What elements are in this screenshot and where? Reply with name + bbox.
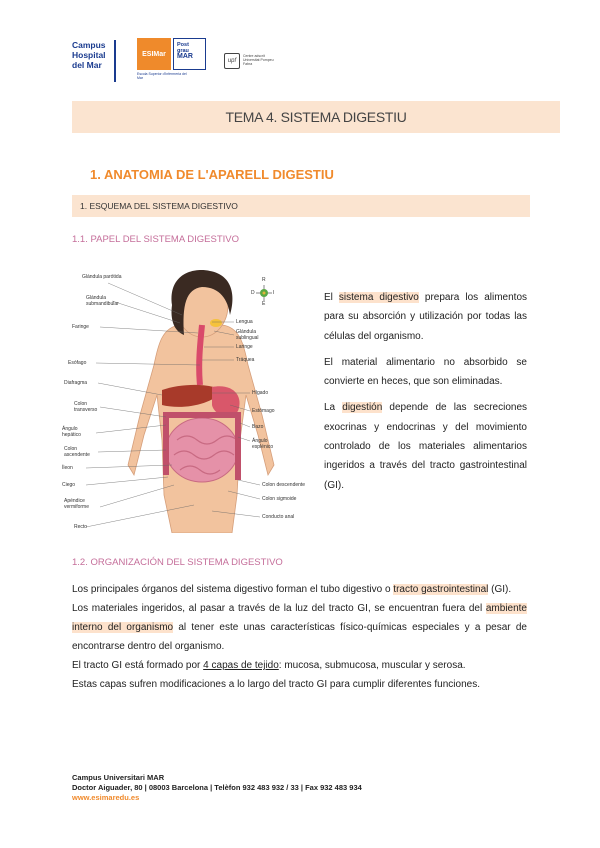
text: : mucosa, submucosa, muscular y serosa.: [278, 660, 466, 671]
label-lengua: Lengua: [236, 319, 253, 325]
label-recto: Recto: [74, 524, 88, 530]
postgrau-line: MAR: [177, 53, 193, 60]
campus-logo-line: Hospital: [72, 50, 106, 60]
label-ileon: Íleon: [62, 465, 73, 471]
label-colon-descendente: Colon descendente: [262, 482, 306, 488]
footer-address: Doctor Aiguader, 80 | 08003 Barcelona | Telèfon 932 483 932 / 33 | Fax 932 483 934: [72, 783, 362, 792]
text: (GI).: [488, 584, 512, 595]
text: El tracto GI está formado por: [72, 660, 204, 671]
compass-e: E: [262, 301, 266, 307]
text: El: [324, 292, 339, 303]
text: prepara los alimentos para su absorción y utilización por todas las células del organismo.: [324, 292, 527, 342]
compass-icon: [256, 285, 275, 301]
papel-paragraphs: [324, 288, 527, 502]
text: depende de las secreciones exocrinas y endocrinas y del movimiento controlado de los materiales alimentarios ingeridos a través del tracto gastrointestinal (GI).: [324, 402, 528, 491]
highlight-tracto: tracto gastrointestinal: [393, 584, 489, 595]
label-apendice: Apéndice vermiforme: [64, 498, 90, 510]
esimar-subtitle: Escola Superior d'Infermeria del Mar: [137, 72, 187, 80]
label-angulo-esplenico: Ángulo esplénico: [252, 438, 274, 450]
label-higado: Hígado: [252, 390, 269, 396]
digestive-system-illustration: [62, 265, 317, 533]
subheading-organizacion: 1.2. ORGANIZACIÓN DEL SISTEMA DIGESTIVO: [72, 557, 283, 568]
highlight-digestion: digestión: [342, 402, 383, 414]
compass-r: R: [262, 277, 266, 283]
campus-hospital-logo: [72, 40, 116, 82]
upf-text: Centre adscrit Universitat Pompeu Fabra: [243, 54, 274, 66]
text: La: [324, 402, 343, 414]
body-line-3: [72, 656, 527, 675]
esimar-logo-text: ESIMar: [142, 50, 166, 58]
label-submandibular: Glándula submandibular: [86, 295, 119, 307]
highlight-sistema-digestivo: sistema digestivo: [338, 292, 419, 303]
esimar-logo: [137, 38, 171, 70]
label-faringe: Faringe: [72, 324, 89, 330]
campus-logo-line: Campus: [72, 40, 106, 50]
text: Los principales órganos del sistema digestivo forman el tubo digestivo o: [72, 584, 394, 595]
paragraph-2: El material alimentario no absorbido se convierte en heces, que son eliminadas.: [324, 356, 527, 388]
label-traquea: Tráquea: [236, 357, 255, 363]
label-bazo: Bazo: [252, 424, 264, 430]
postgrau-line: grau: [177, 48, 189, 54]
label-angulo-hepatico: Ángulo hepático: [62, 426, 81, 438]
title-band: [72, 101, 560, 133]
upf-mark: upf: [224, 53, 240, 69]
label-esofago: Esófago: [68, 360, 87, 366]
label-laringe: Laringe: [236, 344, 253, 350]
postgrau-line: Post: [177, 42, 189, 48]
body-line-1: [72, 580, 527, 599]
label-conducto-anal: Conducto anal: [262, 514, 295, 520]
text: Los materiales ingeridos, al pasar a través de la luz del tracto GI, se encuentran fuera del: [72, 603, 486, 614]
footer-campus: Campus Universitari MAR: [72, 773, 165, 782]
label-colon-sigmoide: Colon sigmoide: [262, 496, 297, 502]
label-colon-ascendente: Colon ascendente: [64, 446, 90, 458]
label-parotida: Glándula parótida: [82, 274, 122, 280]
subsection-band: [72, 195, 530, 217]
upf-logo: [224, 45, 276, 75]
paragraph-3: [324, 398, 527, 494]
footer-website-link[interactable]: www.esimaredu.es: [72, 793, 140, 802]
body-line-2: [72, 599, 527, 656]
label-colon-transverso: Colon transverso: [74, 401, 98, 413]
subheading-papel: 1.1. PAPEL DEL SISTEMA DIGESTIVO: [72, 234, 240, 245]
label-diafragma: Diafragma: [64, 380, 88, 386]
compass-d: D: [251, 290, 255, 296]
postgrau-logo: [173, 38, 206, 70]
page-title: TEMA 4. SISTEMA DIGESTIU: [225, 109, 407, 125]
paragraph-1: [324, 288, 527, 346]
compass-i: I: [273, 290, 275, 296]
footer: [72, 773, 362, 803]
body-line-4: Estas capas sufren modificaciones a lo largo del tracto GI para cumplir diferentes funciones.: [72, 679, 480, 690]
campus-logo-line: del Mar: [72, 60, 102, 70]
section-heading: 1. ANATOMIA DE L'APARELL DIGESTIU: [90, 167, 334, 182]
label-ciego: Ciego: [62, 482, 76, 488]
subsection-title: 1. ESQUEMA DEL SISTEMA DIGESTIVO: [80, 201, 238, 211]
organizacion-text: [72, 580, 527, 694]
text: al tener este unas características físico-químicas especiales y a pesar de encontrarse dentro del organismo.: [72, 622, 527, 652]
highlight-ambiente: ambiente interno del organismo: [72, 603, 527, 633]
underlined-capas: 4 capas de tejido: [203, 660, 279, 671]
label-sublingual: Glándula sublingual: [236, 329, 259, 341]
label-estomago: Estómago: [252, 408, 275, 414]
